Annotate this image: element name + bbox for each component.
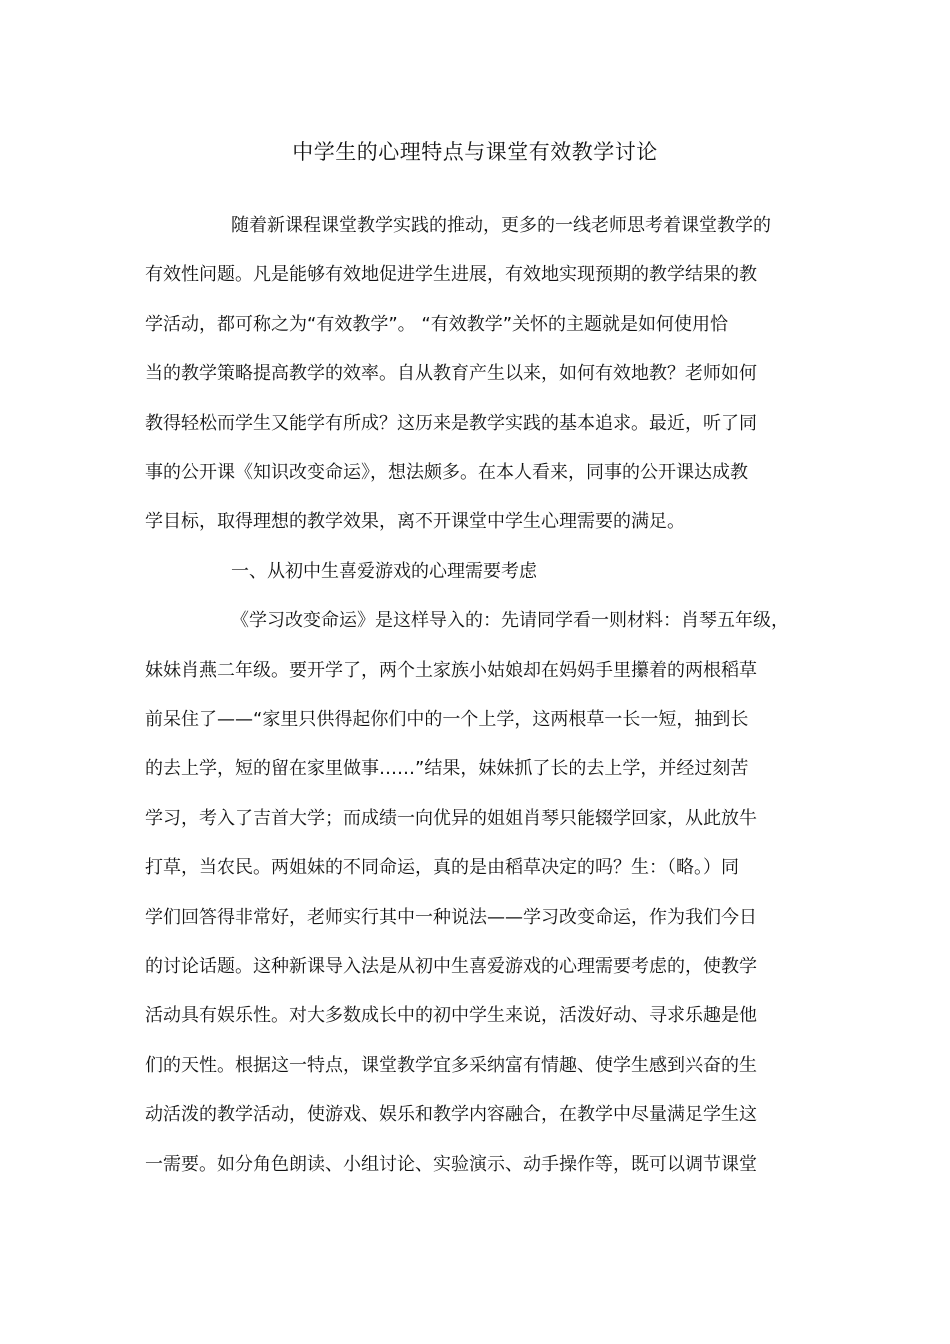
- document-title: 中学生的心理特点与课堂有效教学讨论: [292, 140, 658, 164]
- text-line: 一、从初中生喜爱游戏的心理需要考虑: [231, 560, 537, 582]
- text-line: 当的教学策略提高教学的效率。自从教育产生以来，如何有效地教？老师如何: [145, 363, 757, 385]
- text-line: 前呆住了——“家里只供得起你们中的一个上学，这两根草一长一短，抽到长: [145, 709, 749, 730]
- text-line: 事的公开课《知识改变命运》，想法颇多。在本人看来，同事的公开课达成教: [145, 462, 748, 483]
- text-line: 学们回答得非常好，老师实行其中一种说法——学习改变命运，作为我们今日: [145, 906, 757, 928]
- text-line: 活动具有娱乐性。对大多数成长中的初中学生来说，活泼好动、寻求乐趣是他: [145, 1005, 757, 1027]
- text-line: 《学习改变命运》是这样导入的：先请同学看一则材料：肖琴五年级，: [231, 610, 789, 632]
- text-line: 学习，考入了吉首大学；而成绩一向优异的姐姐肖琴只能辍学回家，从此放牛: [145, 807, 757, 829]
- text-line: 的去上学，短的留在家里做事……”结果，妹妹抓了长的去上学，并经过刻苦: [145, 758, 749, 780]
- text-line: 打草，当农民。两姐妹的不同命运，真的是由稻草决定的吗？生：（略。）同: [145, 857, 739, 879]
- text-line: 们的天性。根据这一特点，课堂教学宜多采纳富有情趣、使学生感到兴奋的生: [145, 1054, 757, 1076]
- text-line: 学活动，都可称之为“有效教学”。 “有效教学”关怀的主题就是如何使用恰: [145, 313, 729, 335]
- text-line: 随着新课程课堂教学实践的推动，更多的一线老师思考着课堂教学的: [231, 215, 771, 236]
- text-line: 一需要。如分角色朗读、小组讨论、实验演示、动手操作等，既可以调节课堂: [145, 1153, 757, 1175]
- text-line: 的讨论话题。这种新课导入法是从初中生喜爱游戏的心理需要考虑的，使教学: [145, 956, 757, 977]
- text-line: 有效性问题。凡是能够有效地促进学生进展，有效地实现预期的教学结果的教: [145, 264, 757, 286]
- text-line: 教得轻松而学生又能学有所成？这历来是教学实践的基本追求。最近，听了同: [145, 412, 757, 434]
- text-line: 妹妹肖燕二年级。要开学了，两个土家族小姑娘却在妈妈手里攥着的两根稻草: [145, 659, 757, 681]
- text-line: 动活泼的教学活动，使游戏、娱乐和教学内容融合，在教学中尽量满足学生这: [145, 1104, 757, 1126]
- text-line: 学目标，取得理想的教学效果，离不开课堂中学生心理需要的满足。: [145, 511, 685, 533]
